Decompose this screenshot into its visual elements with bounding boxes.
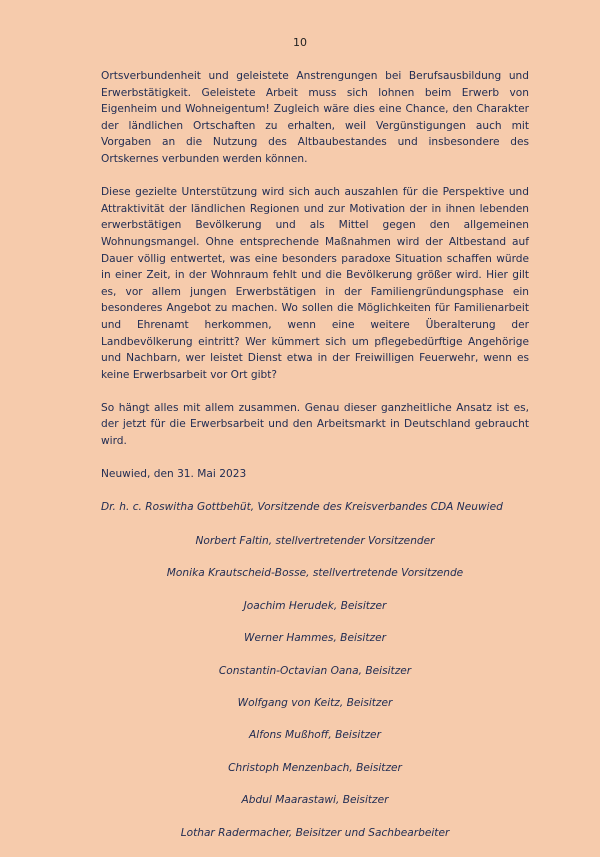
signatory: Christoph Menzenbach, Beisitzer [228,761,402,774]
page-number: 10 [293,36,307,49]
signatory: Wolfgang von Keitz, Beisitzer [237,696,393,709]
document-body [101,68,529,857]
paragraph-1: Ortsverbundenheit und geleistete Anstrengungen bei Berufsausbildung und Erwerbstätigkeit. Geleistete Arbeit muss sich lohnen beim Erwerb von Eigenheim und Wohneigentum! Zugleich wäre dies eine Chance, den Charakter der ländlichen Ortschaften zu erhalten, weil Vergünstigungen auch mit Vorgaben an die Nutzung des Altbaubestandes und insbesondere des Ortskernes verbunden werden können. [101,70,529,165]
signatory: Constantin-Octavian Oana, Beisitzer [218,664,412,677]
signatory-chair: Dr. h. c. Roswitha Gottbehüt, Vorsitzende des Kreisverbandes CDA Neuwied [101,501,503,514]
signatory: Lothar Radermacher, Beisitzer und Sachbearbeiter [180,826,450,839]
signatory-list [101,533,529,857]
signatory: Monika Krautscheid-Bosse, stellvertretende Vorsitzende [166,567,464,580]
signatory: Alfons Mußhoff, Beisitzer [249,729,381,742]
signatory: Joachim Herudek, Beisitzer [243,599,387,612]
date-line: Neuwied, den 31. Mai 2023 [101,468,247,481]
paragraph-2: Diese gezielte Unterstützung wird sich auch auszahlen für die Perspektive und Attraktivität der ländlichen Regionen und zur Motivation der in ihnen lebenden erwerbstätigen Bevölkerung und als Mittel gegen den allgemeinen Wohnungsmangel. Ohne entsprechende Maßnahmen wird der Altbestand auf Dauer völlig entwertet, was eine besonders paradoxe Situation schaffen würde in einer Zeit, in der Wohnraum fehlt und die Bevölkerung größer wird. Hier gilt es, vor allem jungen Erwerbstätigen in der Familiengründungsphase ein besonderes Angebot zu machen. Wo sollen die Möglichkeiten für Familienarbeit und Ehrenamt herkommen, wenn eine weitere Überalterung der Landbevölkerung eintritt? Wer kümmert sich um pflegebedürftige Angehörige und Nachbarn, wer leistet Dienst etwa in der Freiwilligen Feuerwehr, wenn es keine Erwerbsarbeit vor Ort gibt? [101,186,529,381]
signatory: Werner Hammes, Beisitzer [244,632,386,645]
paragraph-3: So hängt alles mit allem zusammen. Genau dieser ganzheitliche Ansatz ist es, der jetzt für die Erwerbsarbeit und den Arbeitsmarkt in Deutschland gebraucht wird. [101,401,529,448]
signatory: Norbert Faltin, stellvertretender Vorsitzender [195,535,435,548]
signatory: Abdul Maarastawi, Beisitzer [241,794,389,807]
